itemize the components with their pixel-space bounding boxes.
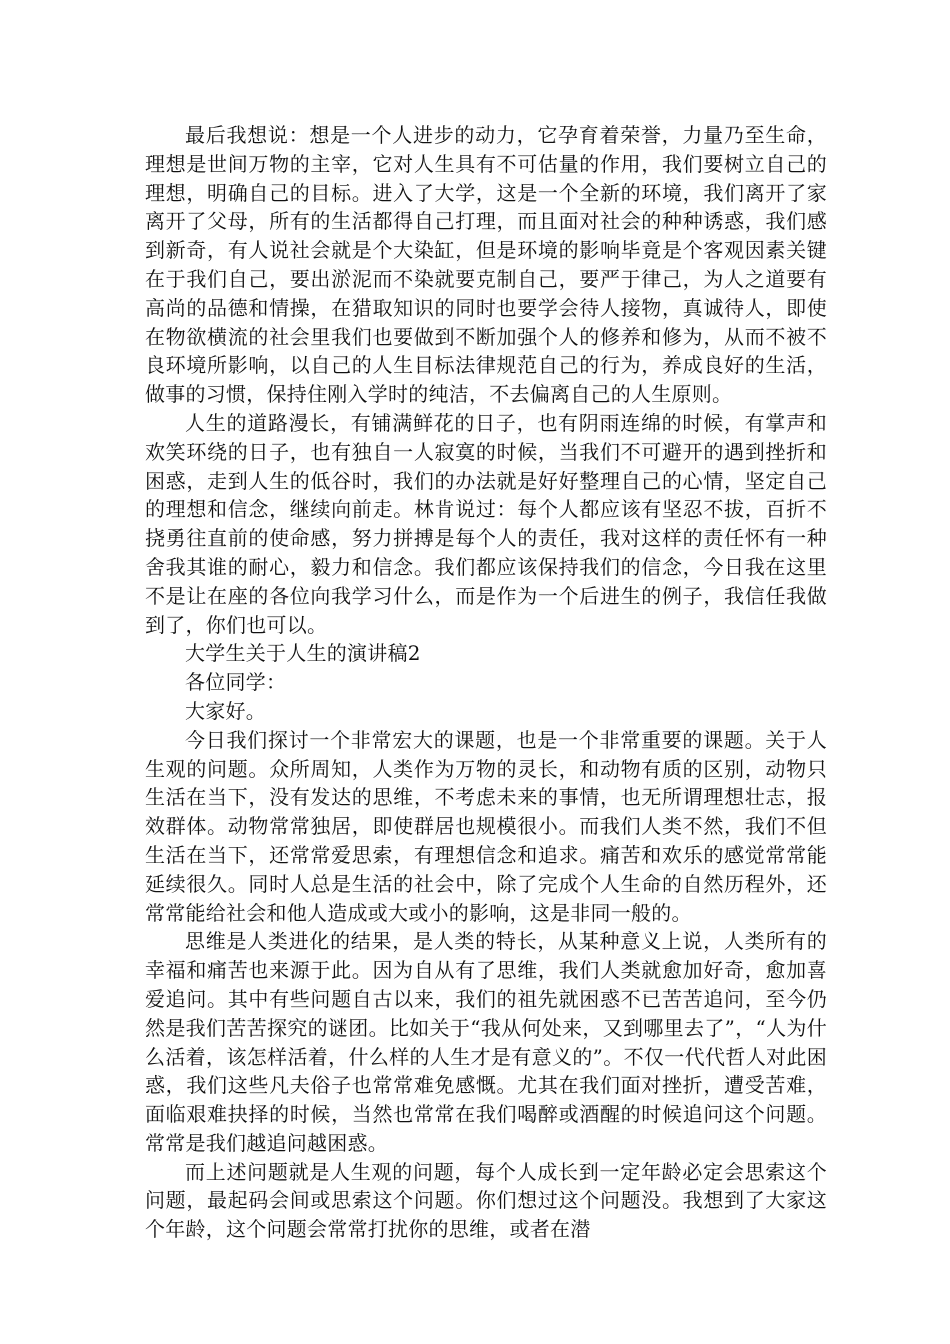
paragraph-thinking: 思维是人类进化的结果，是人类的特长，从某种意义上说，人类所有的幸福和痛苦也来源于此。因为自从有了思维，我们人类就愈加好奇，愈加喜爱追问。其中有些问题自古以来，我们的祖先就困惑不已苦苦追问，至今仍然是我们苦苦探究的谜团。比如关于“我从何处来，又到哪里去了”，“人为什么活着，该怎样活着，什么样的人生才是有意义的”。不仅一代代哲人对此困惑，我们这些凡夫俗子也常常难免感慨。尤其在我们面对挫折，遭受苦难，面临艰难抉择的时候，当然也常常在我们喝醉或酒醒的时候追问这个问题。常常是我们越追问越困惑。: [145, 929, 827, 1155]
paragraph-life-view: 今日我们探讨一个非常宏大的课题，也是一个非常重要的课题。关于人生观的问题。众所周知，人类作为万物的灵长，和动物有质的区别，动物只生活在当下，没有发达的思维，不考虑未来的事情，也无所谓理想壮志，报效群体。动物常常独居，即使群居也规模很小。而我们人类不然，我们不但生活在当下，还常常爱思索，有理想信念和追求。痛苦和欢乐的感觉常常能延续很久。同时人总是生活的社会中，除了完成个人生命的自然历程外，还常常能给社会和他人造成或大或小的影响，这是非同一般的。: [145, 727, 827, 925]
speech-salutation: 各位同学：: [185, 670, 287, 695]
paragraph-ideals: 最后我想说：想是一个人进步的动力，它孕育着荣誉，力量乃至生命，理想是世间万物的主宰，它对人生具有不可估量的作用，我们要树立自己的理想，明确自己的目标。进入了大学，这是一个全新的环境，我们离开了家离开了父母，所有的生活都得自己打理，而且面对社会的种种诱惑，我们感到新奇，有人说社会就是个大染缸，但是环境的影响毕竟是个客观因素关键在于我们自己，要出淤泥而不染就要克制自己，要严于律己，为人之道要有高尚的品德和情操，在猎取知识的同时也要学会待人接物，真诚待人，即使在物欲横流的社会里我们也要做到不断加强个人的修养和修为，从而不被不良环境所影响，以自己的人生目标法律规范自己的行为，养成良好的生活，做事的习惯，保持住刚入学时的纯洁，不去偏离自己的人生原则。: [145, 123, 827, 407]
speech-heading: 大学生关于人生的演讲稿2: [185, 641, 421, 666]
paragraph-question: 而上述问题就是人生观的问题，每个人成长到一定年龄必定会思索这个问题，最起码会间或思索这个问题。你们想过这个问题没。我想到了大家这个年龄，这个问题会常常打扰你的思维，或者在潜: [145, 1159, 827, 1242]
document-page: [145, 121, 827, 1244]
speech-greeting: 大家好。: [185, 698, 266, 723]
paragraph-life-road: 人生的道路漫长，有铺满鲜花的日子，也有阴雨连绵的时候，有掌声和欢笑环绕的日子，也有独自一人寂寞的时候，当我们不可避开的遇到挫折和困惑，走到人生的低谷时，我们的办法就是好好整理自己的心情，坚定自己的理想和信念，继续向前走。林肯说过：每个人都应该有坚忍不拔，百折不挠勇往直前的使命感，努力拼搏是每个人的责任，我对这样的责任怀有一种舍我其谁的耐心，毅力和信念。我们都应该保持我们的信念，今日我在这里不是让在座的各位向我学习什么，而是作为一个后进生的例子，我信任我做到了，你们也可以。: [145, 410, 827, 637]
